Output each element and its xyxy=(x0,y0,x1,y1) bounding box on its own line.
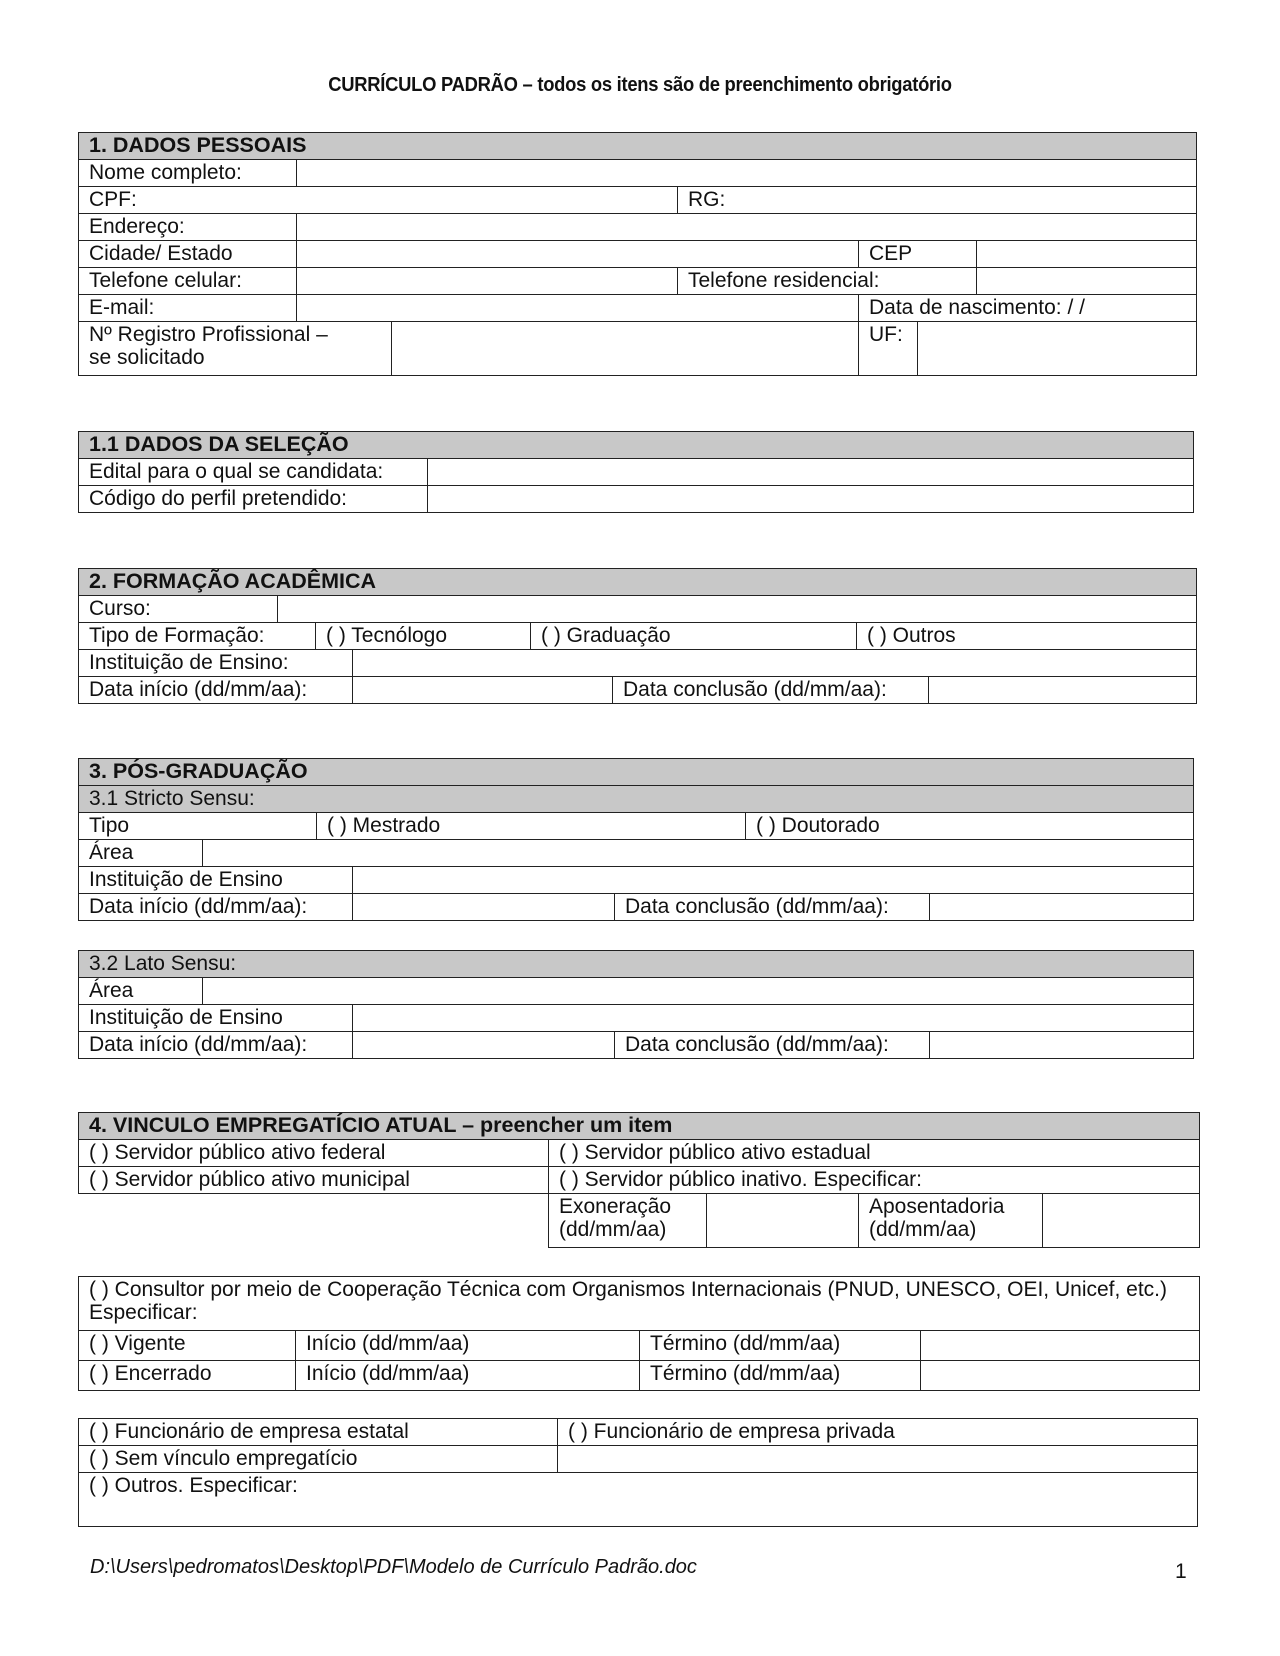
option-empresa-estatal[interactable]: ( ) Funcionário de empresa estatal xyxy=(79,1419,558,1446)
funcionario-table xyxy=(78,1418,1198,1527)
label-uf: UF: xyxy=(859,322,918,376)
subheader-stricto-sensu: 3.1 Stricto Sensu: xyxy=(79,786,1194,813)
label-termino-vigente: Término (dd/mm/aa) xyxy=(640,1331,921,1361)
label-tipo-pos: Tipo xyxy=(79,813,317,840)
label-registro-profissional xyxy=(79,322,392,376)
label-instituicao-lato: Instituição de Ensino xyxy=(79,1005,353,1032)
option-mestrado[interactable]: ( ) Mestrado xyxy=(317,813,746,840)
section-header-formacao-academica: 2. FORMAÇÃO ACADÊMICA xyxy=(79,569,1197,596)
field-instituicao-ensino[interactable] xyxy=(353,650,1197,677)
vinculo-empregaticio-table xyxy=(78,1112,1200,1248)
label-aposentadoria: Aposentadoria (dd/mm/aa) xyxy=(859,1194,1043,1248)
page-number: 1 xyxy=(1175,1560,1187,1583)
option-servidor-municipal[interactable]: ( ) Servidor público ativo municipal xyxy=(79,1167,549,1194)
section-header-pos-graduacao: 3. PÓS-GRADUAÇÃO xyxy=(79,759,1194,786)
label-instituicao-stricto: Instituição de Ensino xyxy=(79,867,353,894)
pos-graduacao-table xyxy=(78,758,1194,921)
section-header-vinculo: 4. VINCULO EMPREGATÍCIO ATUAL – preencher um item xyxy=(79,1113,1200,1140)
field-exoneracao[interactable] xyxy=(707,1194,859,1248)
section-header-dados-pessoais: 1. DADOS PESSOAIS xyxy=(79,133,1197,160)
option-servidor-inativo[interactable]: ( ) Servidor público inativo. Especificar: xyxy=(549,1167,1200,1194)
label-codigo-perfil: Código do perfil pretendido: xyxy=(79,486,428,513)
field-email[interactable] xyxy=(297,295,859,322)
option-sem-vinculo[interactable]: ( ) Sem vínculo empregatício xyxy=(79,1446,558,1473)
label-inicio-lato: Data início (dd/mm/aa): xyxy=(79,1032,353,1059)
footer-file-path: D:\Users\pedromatos\Desktop\PDF\Modelo de Currículo Padrão.doc xyxy=(90,1556,697,1578)
label-tipo-formacao: Tipo de Formação: xyxy=(79,623,316,650)
field-data-inicio[interactable] xyxy=(353,677,613,704)
option-outros-especificar[interactable]: ( ) Outros. Especificar: xyxy=(79,1473,1198,1527)
dados-pessoais-table xyxy=(78,132,1197,376)
field-area-lato[interactable] xyxy=(203,978,1194,1005)
field-telefone-residencial[interactable] xyxy=(977,268,1197,295)
field-edital[interactable] xyxy=(428,459,1194,486)
subheader-lato-sensu: 3.2 Lato Sensu: xyxy=(79,951,1194,978)
option-encerrado[interactable]: ( ) Encerrado xyxy=(79,1361,296,1391)
field-inicio-stricto[interactable] xyxy=(353,894,615,921)
field-rg[interactable]: RG: xyxy=(678,187,1197,214)
label-telefone-residencial: Telefone residencial: xyxy=(678,268,977,295)
label-cidade-estado: Cidade/ Estado xyxy=(79,241,297,268)
label-registro-line2: se solicitado xyxy=(89,346,205,369)
label-email: E-mail: xyxy=(79,295,297,322)
label-exoneracao: Exoneração (dd/mm/aa) xyxy=(549,1194,707,1248)
label-telefone-celular: Telefone celular: xyxy=(79,268,297,295)
option-vigente[interactable]: ( ) Vigente xyxy=(79,1331,296,1361)
field-uf[interactable] xyxy=(918,322,1197,376)
lato-sensu-table xyxy=(78,950,1194,1059)
formacao-academica-table xyxy=(78,568,1197,704)
label-area-lato: Área xyxy=(79,978,203,1005)
field-conclusao-stricto[interactable] xyxy=(930,894,1194,921)
label-conclusao-lato: Data conclusão (dd/mm/aa): xyxy=(615,1032,930,1059)
label-edital: Edital para o qual se candidata: xyxy=(79,459,428,486)
option-consultor[interactable]: ( ) Consultor por meio de Cooperação Técnica com Organismos Internacionais (PNUD, UNESCO, OEI, Unicef, etc.) Especificar: xyxy=(79,1277,1200,1331)
label-nome: Nome completo: xyxy=(79,160,297,187)
field-telefone-celular[interactable] xyxy=(297,268,678,295)
label-cep: CEP xyxy=(859,241,977,268)
blank-area xyxy=(79,1194,549,1248)
field-inicio-lato[interactable] xyxy=(353,1032,615,1059)
field-instituicao-stricto[interactable] xyxy=(353,867,1194,894)
label-conclusao-stricto: Data conclusão (dd/mm/aa): xyxy=(615,894,930,921)
field-curso[interactable] xyxy=(278,596,1197,623)
field-registro-profissional[interactable] xyxy=(392,322,859,376)
field-instituicao-lato[interactable] xyxy=(353,1005,1194,1032)
option-empresa-privada[interactable]: ( ) Funcionário de empresa privada xyxy=(558,1419,1198,1446)
field-termino-encerrado[interactable] xyxy=(921,1361,1200,1391)
label-endereco: Endereço: xyxy=(79,214,297,241)
field-codigo-perfil[interactable] xyxy=(428,486,1194,513)
field-aposentadoria[interactable] xyxy=(1043,1194,1200,1248)
field-termino-vigente[interactable] xyxy=(921,1331,1200,1361)
label-data-inicio: Data início (dd/mm/aa): xyxy=(79,677,353,704)
label-inicio-vigente: Início (dd/mm/aa) xyxy=(296,1331,640,1361)
label-termino-encerrado: Término (dd/mm/aa) xyxy=(640,1361,921,1391)
consultor-table xyxy=(78,1276,1200,1391)
field-nome[interactable] xyxy=(297,160,1197,187)
field-cep[interactable] xyxy=(977,241,1197,268)
option-servidor-estadual[interactable]: ( ) Servidor público ativo estadual xyxy=(549,1140,1200,1167)
field-cidade-estado[interactable] xyxy=(297,241,859,268)
label-area-stricto: Área xyxy=(79,840,203,867)
option-tecnologo[interactable]: ( ) Tecnólogo xyxy=(316,623,531,650)
option-graduacao[interactable]: ( ) Graduação xyxy=(531,623,857,650)
section-header-dados-selecao: 1.1 DADOS DA SELEÇÃO xyxy=(79,432,1194,459)
field-data-conclusao[interactable] xyxy=(929,677,1197,704)
field-cpf[interactable]: CPF: xyxy=(79,187,678,214)
field-endereco[interactable] xyxy=(297,214,1197,241)
page-title: CURRÍCULO PADRÃO – todos os itens são de preenchimento obrigatório xyxy=(328,74,952,96)
field-area-stricto[interactable] xyxy=(203,840,1194,867)
blank-cell xyxy=(558,1446,1198,1473)
label-inicio-encerrado: Início (dd/mm/aa) xyxy=(296,1361,640,1391)
label-instituicao-ensino: Instituição de Ensino: xyxy=(79,650,353,677)
label-inicio-stricto: Data início (dd/mm/aa): xyxy=(79,894,353,921)
field-conclusao-lato[interactable] xyxy=(930,1032,1194,1059)
label-curso: Curso: xyxy=(79,596,278,623)
option-doutorado[interactable]: ( ) Doutorado xyxy=(746,813,1194,840)
label-registro-line1: Nº Registro Profissional – xyxy=(89,323,328,346)
label-data-conclusao: Data conclusão (dd/mm/aa): xyxy=(613,677,929,704)
option-outros[interactable]: ( ) Outros xyxy=(857,623,1197,650)
option-servidor-federal[interactable]: ( ) Servidor público ativo federal xyxy=(79,1140,549,1167)
field-data-nascimento[interactable]: Data de nascimento: / / xyxy=(859,295,1197,322)
dados-selecao-table xyxy=(78,431,1194,513)
